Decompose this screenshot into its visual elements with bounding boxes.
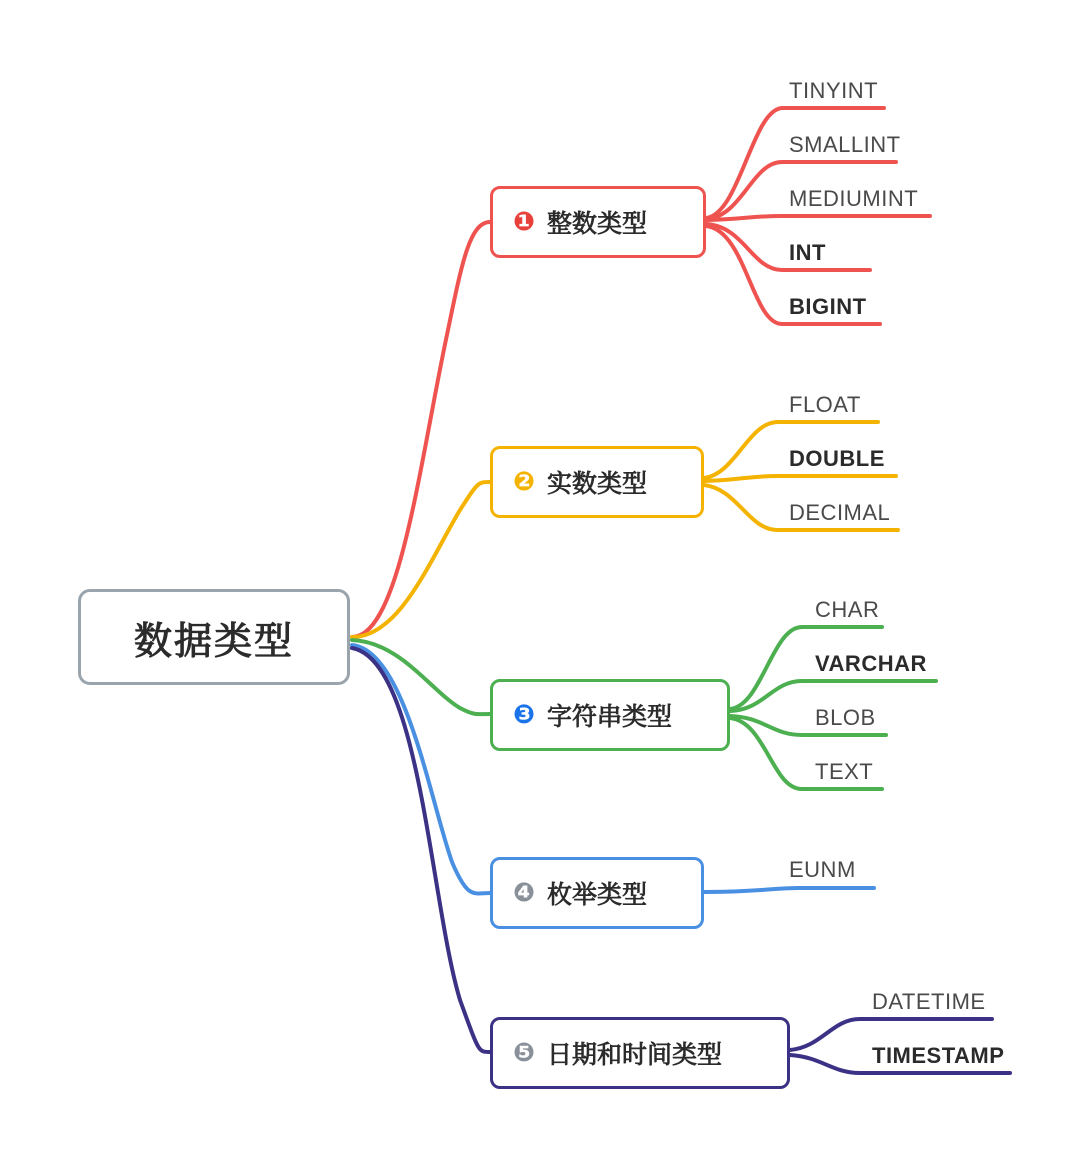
link-branch-4-leaf-1: [704, 888, 874, 892]
link-root-to-branch-3: [352, 640, 490, 714]
branch-node-1[interactable]: [490, 186, 706, 258]
branch-5-index-badge: ❺: [512, 1038, 535, 1068]
leaf-branch-1-4[interactable]: INT: [789, 240, 826, 265]
leaf-branch-1-2[interactable]: SMALLINT: [789, 132, 901, 157]
leaf-branch-3-2[interactable]: VARCHAR: [815, 651, 927, 676]
root-label: 数据类型: [133, 620, 294, 663]
branch-4-index-badge: ❹: [512, 878, 535, 908]
link-root-to-branch-1: [352, 222, 490, 637]
link-branch-1-leaf-4: [706, 224, 870, 270]
branch-node-4[interactable]: [490, 857, 704, 929]
leaf-branch-3-4[interactable]: TEXT: [815, 759, 874, 784]
branch-2-index-badge: ❷: [512, 467, 535, 497]
leaf-branch-5-2[interactable]: TIMESTAMP: [872, 1043, 1005, 1068]
link-root-to-branch-2: [352, 482, 490, 637]
branch-node-5[interactable]: [490, 1017, 790, 1089]
leaf-branch-2-1[interactable]: FLOAT: [789, 392, 861, 417]
link-branch-2-leaf-2: [704, 476, 896, 481]
leaf-branch-1-1[interactable]: TINYINT: [789, 78, 879, 103]
leaf-branch-4-1[interactable]: EUNM: [789, 857, 856, 882]
branch-1-label: 整数类型: [547, 210, 648, 238]
leaf-branch-3-3[interactable]: BLOB: [815, 705, 876, 730]
link-branch-1-leaf-3: [706, 216, 930, 220]
leaf-branch-1-3[interactable]: MEDIUMINT: [789, 186, 919, 211]
branch-3-label: 字符串类型: [547, 703, 673, 731]
branch-1-index-badge: ❶: [512, 207, 535, 237]
branch-node-2[interactable]: [490, 446, 704, 518]
branch-node-3[interactable]: [490, 679, 730, 751]
leaf-branch-2-3[interactable]: DECIMAL: [789, 500, 891, 525]
leaf-branch-2-2[interactable]: DOUBLE: [789, 446, 885, 471]
leaf-branch-5-1[interactable]: DATETIME: [872, 989, 986, 1014]
link-root-to-branch-5: [352, 648, 492, 1052]
branch-4-label: 枚举类型: [547, 881, 648, 909]
link-root-to-branch-4: [352, 645, 490, 894]
branch-3-index-badge: ❸: [512, 700, 535, 730]
root-node[interactable]: [78, 589, 350, 685]
branch-5-label: 日期和时间类型: [547, 1041, 723, 1069]
branch-2-label: 实数类型: [547, 470, 648, 498]
leaf-branch-1-5[interactable]: BIGINT: [789, 294, 867, 319]
leaf-branch-3-1[interactable]: CHAR: [815, 597, 880, 622]
